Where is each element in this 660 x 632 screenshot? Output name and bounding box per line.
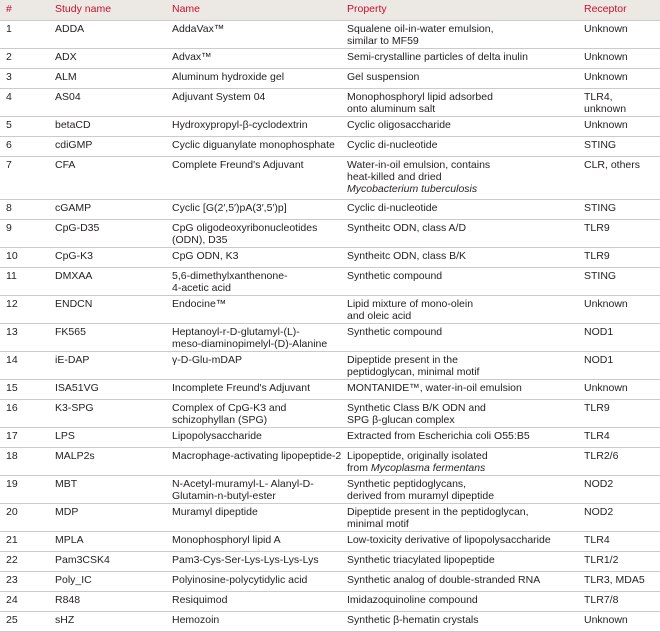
agent-name-line: Macrophage-activating lipopeptide-2 <box>172 450 342 462</box>
row-number-cell: 7 <box>6 159 12 171</box>
agent-name-cell <box>172 430 262 442</box>
study-name-cell: Pam3CSK4 <box>55 554 110 566</box>
table-row <box>0 220 660 248</box>
study-name-cell: FK565 <box>55 326 86 338</box>
receptor-cell <box>584 71 628 83</box>
row-number-cell: 19 <box>6 478 18 490</box>
receptor-cell <box>584 91 626 115</box>
agent-name-line: Muramyl dipeptide <box>172 506 258 518</box>
study-name-cell: iE-DAP <box>55 354 90 366</box>
study-name-cell: MDP <box>55 506 79 518</box>
table-row <box>0 296 660 324</box>
study-name-cell: LPS <box>55 430 75 442</box>
agent-name-cell <box>172 614 219 626</box>
agent-name-line: Aluminum hydroxide gel <box>172 71 285 83</box>
property-cell <box>347 534 551 546</box>
receptor-line: TLR4 <box>584 534 610 546</box>
agent-name-cell <box>172 119 308 131</box>
property-cell <box>347 354 479 378</box>
receptor-line: Unknown <box>584 23 628 35</box>
agent-name-cell <box>172 71 284 83</box>
receptor-cell <box>584 382 628 394</box>
property-line: Lipopeptide, originally isolated <box>347 450 488 462</box>
table-row <box>0 352 660 380</box>
property-line: Cyclic oligosaccharide <box>347 119 451 131</box>
agent-name-line: CpG ODN, K3 <box>172 250 239 262</box>
property-line: Squalene oil-in-water emulsion, <box>347 23 494 35</box>
table-row <box>0 49 660 69</box>
receptor-cell <box>584 430 610 442</box>
property-cell <box>347 139 437 151</box>
receptor-cell <box>584 326 613 338</box>
agent-name-line: γ-D-Glu-mDAP <box>172 354 242 366</box>
agent-name-line: Complex of CpG-K3 and <box>172 402 287 414</box>
row-number-cell: 18 <box>6 450 18 462</box>
study-name-cell: R848 <box>55 594 81 606</box>
row-number-cell: 2 <box>6 51 12 63</box>
table-row <box>0 448 660 476</box>
row-number-cell: 9 <box>6 222 12 234</box>
property-line: similar to MF59 <box>347 35 419 47</box>
agent-name-cell <box>172 534 281 546</box>
receptor-line: Unknown <box>584 71 628 83</box>
agent-name-line: (ODN), D35 <box>172 234 228 246</box>
table-header <box>0 0 660 21</box>
property-line: peptidoglycan, minimal motif <box>347 366 480 378</box>
study-name-cell: betaCD <box>55 119 91 131</box>
receptor-cell <box>584 23 628 35</box>
receptor-line: STING <box>584 202 617 214</box>
receptor-line: Unknown <box>584 382 628 394</box>
table-row <box>0 592 660 612</box>
receptor-cell <box>584 574 645 586</box>
row-number-cell: 25 <box>6 614 18 626</box>
table-row <box>0 428 660 448</box>
property-cell <box>347 250 466 262</box>
agent-name-cell <box>172 594 227 606</box>
agent-name-line: Polyinosine-polycytidylic acid <box>172 574 308 586</box>
row-number-cell: 15 <box>6 382 18 394</box>
study-name-cell: cGAMP <box>55 202 92 214</box>
property-cell <box>347 23 494 47</box>
receptor-cell <box>584 119 628 131</box>
agent-name-line: Monophosphoryl lipid A <box>172 534 281 546</box>
table-row <box>0 612 660 632</box>
receptor-cell <box>584 450 618 462</box>
property-cell <box>347 554 495 566</box>
property-cell <box>347 91 493 115</box>
row-number-cell: 20 <box>6 506 18 518</box>
agent-name-cell <box>172 298 226 310</box>
header-name: Name <box>172 3 201 15</box>
receptor-cell <box>584 202 616 214</box>
agent-name-cell <box>172 202 287 214</box>
table-row <box>0 324 660 352</box>
agent-name-line: Cyclic diguanylate monophosphate <box>172 139 335 151</box>
property-line: Lipid mixture of mono-olein <box>347 298 474 310</box>
property-line: Water-in-oil emulsion, contains <box>347 159 491 171</box>
study-name-cell: CpG-D35 <box>55 222 100 234</box>
property-line: minimal motif <box>347 518 409 530</box>
agent-name-line: Glutamin-n-butyl-ester <box>172 490 276 502</box>
receptor-cell <box>584 354 613 366</box>
receptor-line: TLR1/2 <box>584 554 619 566</box>
receptor-cell <box>584 222 610 234</box>
table-row <box>0 504 660 532</box>
agent-name-line: Endocine™ <box>172 298 227 310</box>
table-row <box>0 572 660 592</box>
receptor-cell <box>584 51 628 63</box>
row-number-cell: 22 <box>6 554 18 566</box>
receptor-line: Unknown <box>584 298 628 310</box>
agent-name-cell <box>172 139 335 151</box>
table-row <box>0 89 660 117</box>
property-cell <box>347 71 419 83</box>
table-row <box>0 268 660 296</box>
agent-name-cell <box>172 51 212 63</box>
study-name-cell: ALM <box>55 71 77 83</box>
study-name-cell: CpG-K3 <box>55 250 93 262</box>
receptor-cell <box>584 270 616 282</box>
property-line: derived from muramyl dipeptide <box>347 490 495 502</box>
property-line: Synthetic Class B/K ODN and <box>347 402 486 414</box>
agent-name-line: AddaVax™ <box>172 23 225 35</box>
row-number-cell: 3 <box>6 71 12 83</box>
property-line: Syntheitc ODN, class B/K <box>347 250 467 262</box>
study-name-cell: AS04 <box>55 91 81 103</box>
row-number-cell: 17 <box>6 430 18 442</box>
agent-name-cell <box>172 159 304 171</box>
agent-name-line: Heptanoyl-r-D-glutamyl-(L)- <box>172 326 300 338</box>
row-number-cell: 10 <box>6 250 18 262</box>
study-name-cell: sHZ <box>55 614 75 626</box>
agent-name-line: Cyclic [G(2′,5′)pA(3′,5′)p] <box>172 202 287 214</box>
agent-name-line: 5,6-dimethylxanthenone- <box>172 270 288 282</box>
agent-name-cell <box>172 326 327 350</box>
table-row <box>0 137 660 157</box>
row-number-cell: 23 <box>6 574 18 586</box>
property-line: Monophosphoryl lipid adsorbed <box>347 91 493 103</box>
agent-name-cell <box>172 554 319 566</box>
property-line: Cyclic di-nucleotide <box>347 202 438 214</box>
agent-name-cell <box>172 574 307 586</box>
receptor-line: NOD2 <box>584 478 614 490</box>
agent-name-line: Incomplete Freund's Adjuvant <box>172 382 311 394</box>
agent-name-cell <box>172 506 258 518</box>
property-line: Extracted from Escherichia coli O55:B5 <box>347 430 530 442</box>
header-property: Property <box>347 3 387 15</box>
receptor-cell <box>584 554 618 566</box>
property-cell <box>347 326 442 338</box>
property-cell <box>347 402 486 426</box>
property-line: Gel suspension <box>347 71 420 83</box>
receptor-line: CLR, others <box>584 159 641 171</box>
agent-name-line: CpG oligodeoxyribonucleotides <box>172 222 318 234</box>
study-name-cell: K3-SPG <box>55 402 94 414</box>
property-line: Synthetic compound <box>347 326 443 338</box>
table-row <box>0 380 660 400</box>
agent-name-cell <box>172 23 224 35</box>
property-cell <box>347 298 473 322</box>
table-row <box>0 248 660 268</box>
property-cell <box>347 614 479 626</box>
receptor-line: STING <box>584 139 617 151</box>
study-name-cell: ENDCN <box>55 298 93 310</box>
property-line: and oleic acid <box>347 310 412 322</box>
table-row <box>0 200 660 220</box>
property-line: Synthetic analog of double-stranded RNA <box>347 574 541 586</box>
property-line: Mycobacterium tuberculosis <box>347 183 478 195</box>
receptor-cell <box>584 139 616 151</box>
property-cell <box>347 430 530 442</box>
receptor-line: TLR3, MDA5 <box>584 574 645 586</box>
property-line: Low-toxicity derivative of lipopolysaccharide <box>347 534 551 546</box>
property-line: MONTANIDE™, water-in-oil emulsion <box>347 382 522 394</box>
row-number-cell: 13 <box>6 326 18 338</box>
study-name-cell: cdiGMP <box>55 139 93 151</box>
agent-name-cell <box>172 354 242 366</box>
header-receptor: Receptor <box>584 3 627 15</box>
property-line: onto aluminum salt <box>347 103 436 115</box>
property-line: Synthetic triacylated lipopeptide <box>347 554 495 566</box>
study-name-cell: ISA51VG <box>55 382 99 394</box>
agent-name-line: Pam3-Cys-Ser-Lys-Lys-Lys-Lys <box>172 554 319 566</box>
property-cell <box>347 506 529 530</box>
property-line: Semi-crystalline particles of delta inulin <box>347 51 528 63</box>
table-body <box>0 21 660 632</box>
agent-name-line: Lipopolysaccharide <box>172 430 262 442</box>
agent-name-line: Resiquimod <box>172 594 228 606</box>
receptor-line: TLR2/6 <box>584 450 619 462</box>
study-name-cell: Poly_IC <box>55 574 92 586</box>
receptor-line: NOD1 <box>584 326 614 338</box>
agent-name-line: Advax™ <box>172 51 212 63</box>
agent-name-cell <box>172 450 341 462</box>
receptor-cell <box>584 506 613 518</box>
property-line: Synthetic peptidoglycans, <box>347 478 467 490</box>
table-row <box>0 157 660 200</box>
agent-name-line: 4-acetic acid <box>172 282 231 294</box>
agent-name-line: Hemozoin <box>172 614 220 626</box>
study-name-cell: MPLA <box>55 534 84 546</box>
receptor-line: NOD1 <box>584 354 614 366</box>
receptor-cell <box>584 478 613 490</box>
receptor-line: TLR9 <box>584 250 610 262</box>
property-line: Dipeptide present in the <box>347 354 458 366</box>
receptor-cell <box>584 298 628 310</box>
receptor-line: STING <box>584 270 617 282</box>
property-cell <box>347 222 466 234</box>
study-name-cell: ADX <box>55 51 77 63</box>
receptor-line: unknown <box>584 103 627 115</box>
property-line: from Mycoplasma fermentans <box>347 462 486 474</box>
row-number-cell: 21 <box>6 534 18 546</box>
table-row <box>0 69 660 89</box>
row-number-cell: 12 <box>6 298 18 310</box>
agent-name-line: Hydroxypropyl-β-cyclodextrin <box>172 119 308 131</box>
property-cell <box>347 574 540 586</box>
study-name-cell: MALP2s <box>55 450 95 462</box>
agent-name-line: Adjuvant System 04 <box>172 91 266 103</box>
receptor-cell <box>584 614 628 626</box>
agent-name-cell <box>172 382 310 394</box>
property-cell <box>347 478 494 502</box>
agent-name-line: N-Acetyl-muramyl-L- Alanyl-D- <box>172 478 314 490</box>
row-number-cell: 5 <box>6 119 12 131</box>
receptor-line: TLR9 <box>584 222 610 234</box>
study-name-cell: MBT <box>55 478 78 490</box>
table-row <box>0 552 660 572</box>
row-number-cell: 4 <box>6 91 12 103</box>
study-name-cell: ADDA <box>55 23 85 35</box>
row-number-cell: 11 <box>6 270 17 282</box>
property-line: heat-killed and dried <box>347 171 442 183</box>
property-cell <box>347 450 488 474</box>
table-row <box>0 476 660 504</box>
row-number-cell: 24 <box>6 594 18 606</box>
receptor-cell <box>584 534 610 546</box>
property-line: Cyclic di-nucleotide <box>347 139 438 151</box>
receptor-line: Unknown <box>584 614 628 626</box>
study-name-cell: DMXAA <box>55 270 93 282</box>
study-name-cell: CFA <box>55 159 76 171</box>
agent-name-cell <box>172 478 314 502</box>
receptor-line: Unknown <box>584 51 628 63</box>
table-row <box>0 117 660 137</box>
receptor-line: TLR4 <box>584 430 610 442</box>
receptor-cell <box>584 402 610 414</box>
receptor-cell <box>584 159 640 171</box>
property-line: Synthetic β-hematin crystals <box>347 614 479 626</box>
receptor-line: TLR9 <box>584 402 610 414</box>
agent-name-cell <box>172 91 265 103</box>
receptor-line: NOD2 <box>584 506 614 518</box>
receptor-line: TLR7/8 <box>584 594 619 606</box>
agent-name-cell <box>172 402 286 426</box>
row-number-cell: 14 <box>6 354 18 366</box>
row-number-cell: 1 <box>6 23 12 35</box>
receptor-line: TLR4, <box>584 91 613 103</box>
agent-name-cell <box>172 250 239 262</box>
property-cell <box>347 594 478 606</box>
property-cell <box>347 202 437 214</box>
row-number-cell: 6 <box>6 139 12 151</box>
row-number-cell: 16 <box>6 402 18 414</box>
property-cell <box>347 119 451 131</box>
agent-name-line: Complete Freund's Adjuvant <box>172 159 304 171</box>
header-study-name: Study name <box>55 3 112 15</box>
table-row <box>0 400 660 428</box>
header-number: # <box>6 3 12 15</box>
property-line: Imidazoquinoline compound <box>347 594 478 606</box>
property-cell <box>347 159 490 195</box>
agent-name-line: schizophyllan (SPG) <box>172 414 268 426</box>
table-row <box>0 21 660 49</box>
property-line: Syntheitc ODN, class A/D <box>347 222 467 234</box>
agent-name-cell <box>172 222 317 246</box>
property-line: Synthetic compound <box>347 270 443 282</box>
agent-name-line: meso-diaminopimelyl-(D)-Alanine <box>172 338 328 350</box>
property-line: SPG β-glucan complex <box>347 414 455 426</box>
receptor-cell <box>584 250 610 262</box>
row-number-cell: 8 <box>6 202 12 214</box>
table-row <box>0 532 660 552</box>
property-cell <box>347 51 528 63</box>
agent-name-cell <box>172 270 288 294</box>
property-cell <box>347 382 522 394</box>
receptor-cell <box>584 594 618 606</box>
property-cell <box>347 270 442 282</box>
receptor-line: Unknown <box>584 119 628 131</box>
property-line: Dipeptide present in the peptidoglycan, <box>347 506 529 518</box>
